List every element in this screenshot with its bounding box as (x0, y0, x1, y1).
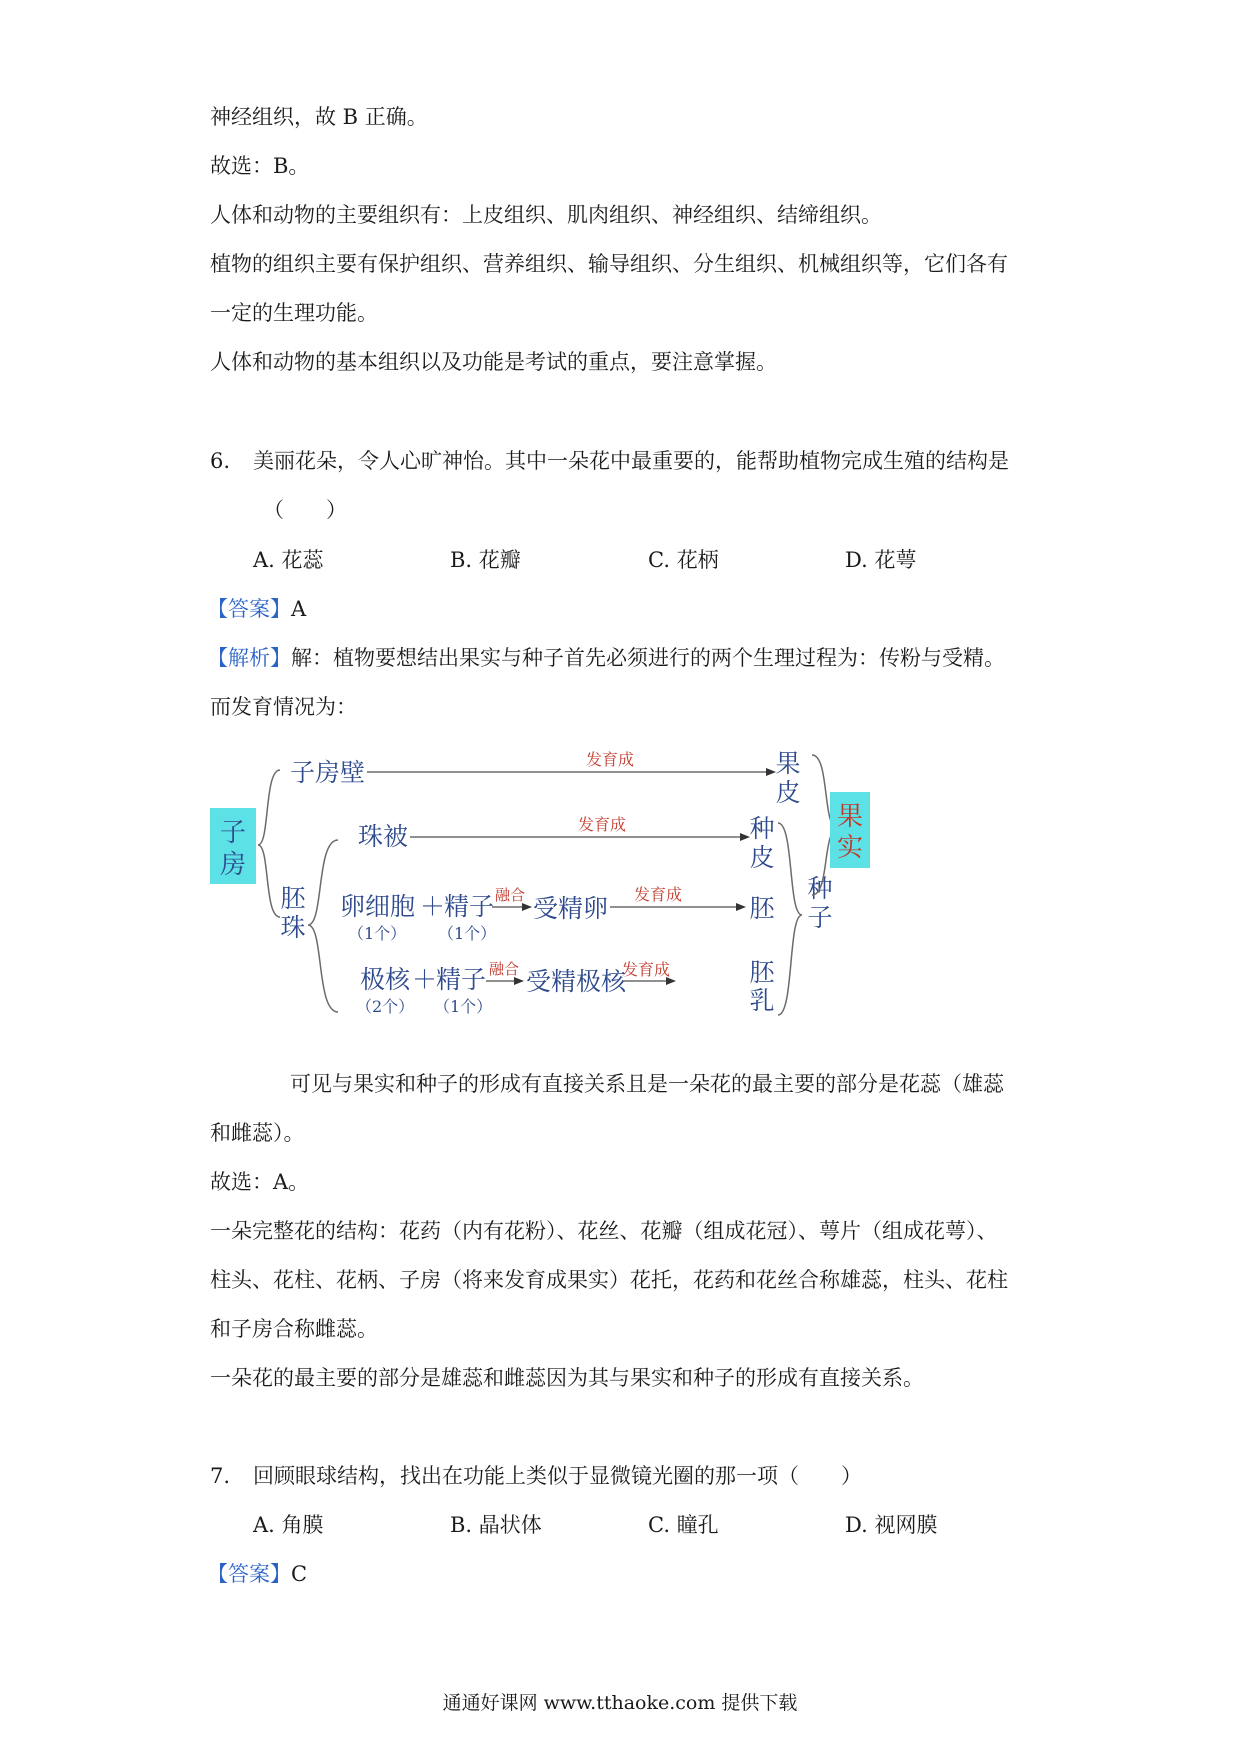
develop-label: 发育成 (577, 815, 627, 834)
polar-count: （2个） (356, 997, 415, 1016)
fert-polar-label: 受精极核 (526, 967, 627, 996)
ovary-wall-label: 子房壁 (290, 758, 366, 787)
ovary-label-2: 房 (219, 850, 247, 880)
sperm-count: （1个） (434, 997, 493, 1016)
fuse-label: 融合 (494, 886, 526, 904)
answer-line (207, 1559, 307, 1589)
develop-label: 发育成 (621, 960, 671, 979)
question-text: 美丽花朵，令人心旷神怡。其中一朵花中最重要的，能帮助植物完成生殖的结构是 (253, 449, 1009, 473)
ovary-label-1: 子 (219, 818, 247, 848)
seed-2: 子 (807, 903, 833, 932)
integument-label: 珠被 (358, 822, 409, 851)
polar-label: 极核 (360, 965, 411, 994)
seedcoat-2: 皮 (749, 843, 775, 872)
option-c: C. 花柄 (648, 548, 719, 572)
analysis-tag: 【解析】 (207, 646, 291, 670)
endosperm-1: 胚 (749, 958, 775, 987)
text-line: 可见与果实和种子的形成有直接关系且是一朵花的最主要的部分是花蕊（雄蕊 (290, 1072, 1004, 1096)
sperm-label: 精子 (444, 892, 495, 921)
question-paren: （ ） (263, 498, 347, 522)
sperm-count: （1个） (438, 924, 497, 943)
answer-value: A (291, 597, 307, 621)
plus-sign: ＋ (412, 965, 438, 994)
text-line: 人体和动物的基本组织以及功能是考试的重点，要注意掌握。 (210, 350, 777, 374)
option-b: B. 花瓣 (450, 548, 521, 572)
option-a: A. 角膜 (253, 1513, 324, 1537)
seed-1: 种 (807, 874, 833, 903)
pericarp-2: 皮 (775, 778, 801, 807)
answer-line (207, 594, 306, 624)
text-line: 一定的生理功能。 (210, 301, 378, 325)
ovule-1: 胚 (280, 884, 306, 913)
fruit-1: 果 (836, 802, 864, 832)
text-line: 植物的组织主要有保护组织、营养组织、输导组织、分生组织、机械组织等，它们各有 (210, 252, 1008, 276)
page-footer: 通通好课网 www.tthaoke.com 提供下载 (442, 1692, 798, 1714)
egg-count: （1个） (348, 924, 407, 943)
pericarp-1: 果 (775, 749, 801, 778)
answer-value: C (291, 1562, 308, 1586)
text-line: 而发育情况为： (210, 695, 357, 719)
text-line: 和子房合称雌蕊。 (210, 1317, 378, 1341)
plus-sign: ＋ (420, 892, 446, 921)
analysis-line: 【解析】解：植物要想结出果实与种子首先必须进行的两个生理过程为：传粉与受精。 (207, 646, 1005, 670)
option-d: D. 花萼 (845, 548, 917, 572)
text-line: 一朵花的最主要的部分是雄蕊和雌蕊因为其与果实和种子的形成有直接关系。 (210, 1366, 924, 1390)
answer-tag: 【答案】 (207, 597, 291, 621)
option-d: D. 视网膜 (845, 1513, 938, 1537)
fruit-development-diagram (210, 745, 870, 1045)
text-line: 故选：A。 (210, 1170, 310, 1194)
answer-tag: 【答案】 (207, 1562, 291, 1586)
option-a: A. 花蕊 (253, 548, 324, 572)
sperm-label: 精子 (436, 965, 487, 994)
ovule-2: 珠 (280, 913, 306, 942)
develop-label: 发育成 (633, 885, 683, 904)
fuse-label: 融合 (488, 960, 520, 978)
egg-label: 卵细胞 (340, 892, 416, 921)
text-line: 一朵完整花的结构：花药（内有花粉）、花丝、花瓣（组成花冠）、萼片（组成花萼）、 (210, 1219, 998, 1243)
text-line: 和雌蕊）。 (210, 1121, 305, 1145)
text-line: 人体和动物的主要组织有：上皮组织、肌肉组织、神经组织、结缔组织。 (210, 203, 882, 227)
option-b: B. 晶状体 (450, 1513, 542, 1537)
text-line: 故选：B。 (210, 154, 310, 178)
text-line: 柱头、花柱、花柄、子房（将来发育成果实）花托，花药和花丝合称雄蕊，柱头、花柱 (210, 1268, 1008, 1292)
fruit-2: 实 (836, 833, 864, 863)
seedcoat-1: 种 (749, 814, 775, 843)
text-line: 神经组织，故 B 正确。 (210, 105, 428, 129)
option-c: C. 瞳孔 (648, 1513, 719, 1537)
embryo-label: 胚 (749, 894, 775, 923)
develop-label: 发育成 (585, 750, 635, 769)
endosperm-2: 乳 (749, 986, 775, 1015)
question-text: 回顾眼球结构，找出在功能上类似于显微镜光圈的那一项（ ） (253, 1464, 862, 1488)
question-number: 7. (210, 1464, 231, 1488)
zygote-label: 受精卵 (533, 894, 609, 923)
question-number: 6. (210, 449, 231, 473)
